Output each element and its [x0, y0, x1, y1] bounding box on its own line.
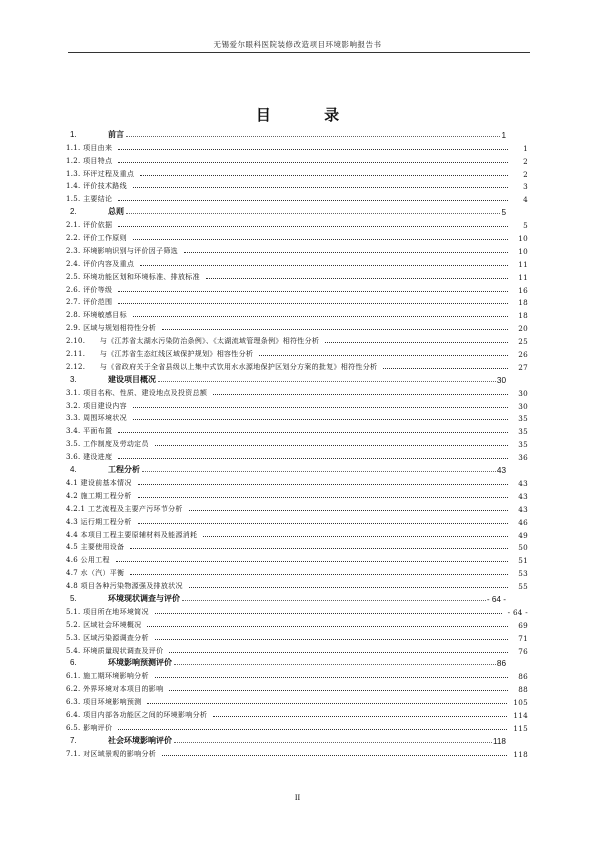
toc-entry-label [66, 593, 180, 604]
toc-entry-title: 6.4. 项目内部各功能区之间的环境影响分析 [66, 710, 208, 719]
toc-entry-title: 前言 [108, 129, 124, 139]
toc-leader-dots [189, 587, 508, 588]
toc-chapter-entry[interactable] [66, 462, 528, 475]
toc-entry-title: 3.3. 周围环境状况 [66, 414, 127, 423]
toc-page-number: 86 [496, 659, 506, 669]
toc-entry-title: 3.1. 项目名称、性质、建设地点及投资总额 [66, 388, 208, 397]
toc-chapter-entry[interactable] [66, 204, 528, 217]
toc-page-number: 50 [518, 543, 528, 553]
toc-section-entry[interactable] [66, 514, 528, 527]
toc-entry-label [66, 735, 172, 746]
toc-entry-label [66, 633, 149, 643]
toc-entry-title: 2.6. 评价等级 [66, 285, 113, 294]
toc-page-number: 35 [518, 414, 528, 424]
toc-section-entry[interactable] [66, 527, 528, 540]
toc-page-number: 53 [518, 569, 528, 579]
toc-leader-dots [155, 445, 508, 446]
toc-page-number: 76 [518, 646, 528, 656]
toc-section-entry[interactable] [66, 604, 528, 617]
toc-entry-title: 2.12. 与《省政府关于全省县级以上集中式饮用水水源地保护区划分方案的批复》相符性分析 [66, 362, 378, 371]
toc-entry-label [66, 684, 163, 694]
toc-entry-label [66, 194, 112, 204]
toc-section-entry[interactable] [66, 552, 528, 565]
toc-entry-title: 6.1. 施工期环境影响分析 [66, 672, 149, 681]
toc-leader-dots [130, 574, 508, 575]
toc-entry-label [66, 143, 112, 153]
toc-entry-label [66, 233, 127, 243]
toc-section-entry[interactable] [66, 217, 528, 230]
toc-section-entry[interactable] [66, 269, 528, 282]
toc-leader-dots [325, 342, 508, 343]
toc-section-entry[interactable] [66, 398, 528, 411]
toc-entry-title: 4.4 本项目工程主要原辅材料及能源消耗 [66, 530, 198, 539]
toc-leader-dots [162, 329, 508, 330]
toc-entry-label [66, 246, 178, 256]
toc-section-entry[interactable] [66, 488, 528, 501]
toc-page-number: 5 [523, 221, 528, 231]
toc-entry-title: 2.10. 与《江苏省太湖水污染防治条例》、《太湖流域管理条例》相符性分析 [66, 337, 320, 346]
toc-entry-label [66, 156, 112, 166]
toc-section-entry[interactable] [66, 630, 528, 643]
toc-entry-title: 2.3. 环境影响识别与评价因子筛选 [66, 246, 178, 255]
toc-entry-label [66, 452, 112, 462]
toc-page-number: - 64 - [486, 594, 506, 604]
toc-page-number: 114 [513, 710, 528, 720]
toc-entry-label [66, 517, 132, 527]
toc-page-number: 30 [518, 401, 528, 411]
toc-entry-label [66, 336, 319, 346]
toc-leader-dots [118, 303, 508, 304]
toc-section-entry[interactable] [66, 617, 528, 630]
toc-entry-label [66, 310, 127, 320]
toc-page-number: 10 [518, 246, 528, 256]
toc-entry-title: 4.2.1 工艺流程及主要产污环节分析 [66, 504, 183, 513]
toc-entry-label [66, 749, 156, 759]
toc-entry-label [66, 220, 112, 230]
toc-page-number: 105 [513, 698, 528, 708]
toc-leader-dots [118, 291, 508, 292]
toc-page-number: 43 [496, 466, 506, 476]
toc-leader-dots [118, 162, 508, 163]
toc-page-number: 49 [518, 530, 528, 540]
toc-chapter-number: 3. [70, 374, 77, 384]
toc-section-entry[interactable] [66, 411, 528, 424]
toc-entry-title: 4.5 主要使用设备 [66, 543, 125, 552]
toc-entry-title: 7.1. 对区域景观的影响分析 [66, 749, 157, 758]
toc-section-entry[interactable] [66, 191, 528, 204]
toc-entry-title: 工程分析 [108, 465, 140, 475]
toc-chapter-entry[interactable] [66, 656, 528, 669]
toc-leader-dots [138, 497, 508, 498]
toc-section-entry[interactable] [66, 681, 528, 694]
toc-entry-label [66, 323, 156, 333]
toc-entry-label [66, 426, 112, 436]
toc-section-entry[interactable] [66, 449, 528, 462]
toc-entry-label [66, 581, 183, 591]
toc-entry-title: 5.4. 环境质量现状调查及评价 [66, 646, 164, 655]
toc-entry-title: 1.2. 项目特点 [66, 156, 113, 165]
toc-entry-label [66, 297, 112, 307]
toc-page-number: 27 [518, 362, 528, 372]
toc-entry-title: 2.5. 环境功能区划和环境标准、排放标准 [66, 272, 200, 281]
toc-section-entry[interactable] [66, 707, 528, 720]
toc-leader-dots [138, 523, 508, 524]
toc-entry-title: 4.3 运行期工程分析 [66, 517, 132, 526]
toc-leader-dots [155, 677, 508, 678]
toc-section-entry[interactable] [66, 307, 528, 320]
toc-entry-title: 5.3. 区域污染源调查分析 [66, 633, 149, 642]
toc-entry-label [66, 491, 132, 501]
toc-page-number: 30 [518, 388, 528, 398]
toc-page-number: 43 [518, 491, 528, 501]
toc-section-entry[interactable] [66, 475, 528, 488]
toc-section-entry[interactable] [66, 179, 528, 192]
toc-page-number: 115 [513, 723, 528, 733]
toc-entry-label [66, 504, 183, 514]
toc-entry-label [66, 530, 197, 540]
toc-entry-label [66, 542, 124, 552]
toc-leader-dots [147, 626, 508, 627]
toc-entry-label [66, 169, 134, 179]
toc-leader-dots [133, 239, 508, 240]
toc-entry-label [66, 620, 141, 630]
toc-page-number: 36 [518, 453, 528, 463]
toc-page-number: 11 [518, 272, 528, 282]
toc-page-number: 86 [518, 672, 528, 682]
toc-leader-dots [155, 613, 502, 614]
toc-section-entry[interactable] [66, 720, 528, 733]
toc-entry-label [66, 568, 124, 578]
toc-entry-title: 3.4. 平面布置 [66, 427, 113, 436]
toc-page-number: 43 [518, 478, 528, 488]
toc-page-number: 18 [518, 298, 528, 308]
toc-entry-title: 3.5. 工作制度及劳动定员 [66, 440, 149, 449]
toc-entry-title: 环境影响预测评价 [108, 658, 172, 668]
toc-leader-dots [147, 703, 507, 704]
toc-leader-dots [184, 252, 508, 253]
toc-section-entry[interactable] [66, 694, 528, 707]
toc-section-entry[interactable] [66, 501, 528, 514]
toc-page-number: 118 [492, 736, 506, 746]
toc-entry-title: 2.1. 评价依据 [66, 221, 113, 230]
toc-leader-dots [133, 187, 508, 188]
toc-entry-title: 4.7 水（汽）平衡 [66, 569, 125, 578]
toc-entry-title: 6.5. 影响评价 [66, 723, 113, 732]
toc-page-number: 16 [518, 285, 528, 295]
toc-entry-label [66, 478, 132, 488]
toc-entry-label [66, 607, 149, 617]
toc-section-entry[interactable] [66, 153, 528, 166]
toc-section-entry[interactable] [66, 346, 528, 359]
toc-section-entry[interactable] [66, 256, 528, 269]
toc-entry-label [66, 671, 149, 681]
toc-section-entry[interactable] [66, 668, 528, 681]
toc-entry-title: 环境现状调查与评价 [108, 593, 180, 603]
toc-leader-dots [118, 432, 508, 433]
table-of-contents [66, 127, 528, 759]
toc-page-number: 43 [518, 504, 528, 514]
toc-entry-title: 1.5. 主要结论 [66, 195, 113, 204]
toc-chapter-number: 5. [70, 593, 77, 603]
toc-page-number: 11 [518, 259, 528, 269]
toc-page-number: 2 [523, 156, 528, 166]
toc-chapter-entry[interactable] [66, 733, 528, 746]
toc-entry-title: 4.6 公用工程 [66, 556, 110, 565]
toc-leader-dots [213, 716, 507, 717]
toc-leader-dots [130, 548, 508, 549]
toc-page-number: 18 [518, 311, 528, 321]
toc-page-number: 20 [518, 324, 528, 334]
toc-leader-dots [118, 149, 508, 150]
toc-section-entry[interactable] [66, 643, 528, 656]
toc-entry-title: 2.4. 评价内容及重点 [66, 259, 135, 268]
toc-leader-dots [259, 355, 508, 356]
toc-section-entry[interactable] [66, 540, 528, 553]
toc-section-entry[interactable] [66, 295, 528, 308]
toc-leader-dots [174, 664, 496, 665]
toc-entry-title: 4.1 建设前基本情况 [66, 478, 132, 487]
toc-entry-label [66, 413, 127, 423]
toc-entry-title: 1.1. 项目由来 [66, 143, 113, 152]
toc-entry-label [66, 129, 124, 140]
toc-entry-label [66, 646, 163, 656]
toc-entry-title: 2.2. 评价工作原则 [66, 234, 127, 243]
toc-page-number: 4 [523, 195, 528, 205]
toc-leader-dots [169, 652, 508, 653]
toc-entry-title: 5.2. 区域社会环境概况 [66, 620, 142, 629]
toc-entry-label [66, 206, 124, 217]
toc-section-entry[interactable] [66, 140, 528, 153]
toc-chapter-entry[interactable] [66, 591, 528, 604]
toc-page-number: 55 [518, 582, 528, 592]
header-rule [68, 52, 530, 53]
toc-section-entry[interactable] [66, 423, 528, 436]
page-number: II [294, 793, 301, 802]
toc-leader-dots [140, 265, 508, 266]
toc-section-entry[interactable] [66, 320, 528, 333]
toc-section-entry[interactable] [66, 359, 528, 372]
toc-chapter-number: 7. [70, 735, 77, 745]
toc-leader-dots [182, 600, 486, 601]
toc-leader-dots [118, 200, 508, 201]
toc-section-entry[interactable] [66, 436, 528, 449]
toc-chapter-entry[interactable] [66, 127, 528, 140]
toc-section-entry[interactable] [66, 385, 528, 398]
toc-entry-label [66, 272, 200, 282]
toc-entry-title: 2.7. 评价范围 [66, 298, 113, 307]
toc-page-number: 1 [501, 130, 506, 140]
toc-leader-dots [162, 755, 507, 756]
toc-page-number: 30 [496, 375, 506, 385]
toc-entry-label [66, 723, 112, 733]
toc-leader-dots [118, 458, 508, 459]
toc-chapter-number: 4. [70, 465, 77, 475]
toc-page-number: 2 [523, 169, 528, 179]
toc-entry-title: 总则 [108, 207, 124, 217]
running-header: 无锡爱尔眼科医院装修改造项目环境影响报告书 [213, 40, 382, 49]
toc-page-number: 25 [518, 337, 528, 347]
toc-page-number: - 64 - [507, 607, 528, 617]
toc-leader-dots [383, 368, 508, 369]
toc-entry-label [66, 697, 141, 707]
toc-page-number: 118 [513, 749, 528, 759]
toc-chapter-entry[interactable] [66, 372, 528, 385]
toc-entry-title: 5.1. 项目所在地环境简况 [66, 607, 149, 616]
toc-chapter-number: 6. [70, 658, 77, 668]
toc-leader-dots [206, 278, 508, 279]
toc-entry-label [66, 710, 207, 720]
toc-page-number: 35 [518, 427, 528, 437]
toc-leader-dots [118, 729, 507, 730]
toc-page-number: 5 [501, 208, 506, 218]
toc-entry-label [66, 657, 172, 668]
toc-leader-dots [118, 226, 508, 227]
toc-entry-label [66, 401, 127, 411]
toc-entry-title: 2.8. 环境敏感目标 [66, 311, 127, 320]
toc-page-number: 46 [518, 517, 528, 527]
toc-entry-label [66, 555, 110, 565]
toc-entry-label [66, 349, 253, 359]
toc-section-entry[interactable] [66, 243, 528, 256]
toc-leader-dots [158, 381, 496, 382]
toc-entry-title: 2.9. 区域与规划相符性分析 [66, 324, 157, 333]
toc-chapter-number: 2. [70, 207, 77, 217]
toc-leader-dots [133, 407, 508, 408]
toc-page-number: 88 [518, 685, 528, 695]
toc-entry-label [66, 374, 156, 385]
toc-entry-label [66, 285, 112, 295]
toc-leader-dots [213, 394, 508, 395]
toc-page-number: 10 [518, 234, 528, 244]
page-title: 目 录 [255, 106, 364, 124]
toc-leader-dots [155, 639, 508, 640]
toc-entry-title: 3.2. 项目建设内容 [66, 401, 127, 410]
toc-leader-dots [126, 213, 500, 214]
toc-entry-title: 6.3. 项目环境影响预测 [66, 698, 142, 707]
toc-page-number: 35 [518, 440, 528, 450]
toc-section-entry[interactable] [66, 230, 528, 243]
toc-page-number: 3 [523, 182, 528, 192]
toc-page-number: 1 [523, 143, 528, 153]
toc-section-entry[interactable] [66, 578, 528, 591]
toc-section-entry[interactable] [66, 166, 528, 179]
toc-section-entry[interactable] [66, 282, 528, 295]
toc-chapter-number: 1. [70, 129, 77, 139]
toc-entry-title: 建设项目概况 [108, 374, 156, 384]
toc-leader-dots [169, 690, 508, 691]
toc-leader-dots [116, 561, 508, 562]
toc-entry-label [66, 362, 377, 372]
toc-entry-label [66, 388, 207, 398]
toc-entry-title: 4.8 项目各种污染物源强及排放状况 [66, 582, 183, 591]
toc-leader-dots [189, 510, 508, 511]
toc-section-entry[interactable] [66, 565, 528, 578]
toc-page-number: 71 [518, 633, 528, 643]
toc-entry-title: 4.2 施工期工程分析 [66, 491, 132, 500]
toc-entry-label [66, 259, 134, 269]
toc-section-entry[interactable] [66, 746, 528, 759]
toc-leader-dots [126, 136, 500, 137]
toc-page-number: 69 [518, 620, 528, 630]
toc-leader-dots [133, 316, 508, 317]
toc-entry-title: 3.6. 建设进度 [66, 453, 113, 462]
toc-leader-dots [140, 175, 508, 176]
toc-leader-dots [133, 419, 508, 420]
toc-page-number: 51 [518, 556, 528, 566]
toc-entry-title: 社会环境影响评价 [108, 735, 172, 745]
toc-entry-title: 2.11. 与《江苏省生态红线区域保护规划》相容性分析 [66, 350, 254, 359]
toc-section-entry[interactable] [66, 333, 528, 346]
toc-entry-title: 1.4. 评价技术路线 [66, 182, 127, 191]
toc-leader-dots [203, 536, 508, 537]
toc-entry-label [66, 439, 149, 449]
toc-entry-title: 6.2. 外界环境对本项目的影响 [66, 685, 164, 694]
toc-entry-label [66, 181, 127, 191]
toc-page-number: 26 [518, 350, 528, 360]
toc-leader-dots [174, 742, 492, 743]
toc-entry-label [66, 464, 140, 475]
toc-leader-dots [142, 471, 496, 472]
toc-leader-dots [138, 484, 508, 485]
toc-entry-title: 1.3. 环评过程及重点 [66, 169, 135, 178]
